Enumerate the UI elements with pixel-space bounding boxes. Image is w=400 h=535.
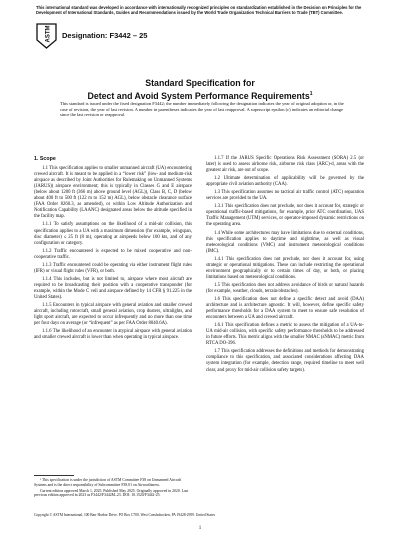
- document-title: [0, 78, 400, 102]
- section-heading-scope: 1. Scope: [34, 156, 56, 162]
- paragraph: 1.1.4 This includes, but is not limited to, airspace where most aircraft are required to be broadcasting their position with a cooperative transponder (for example, within the Mode C veil and airspace defined by 14 CFR § 91.225 in the United States).: [34, 276, 192, 300]
- logo-text: ASTM: [45, 25, 52, 43]
- title-line-2: [0, 89, 400, 102]
- left-column: [34, 156, 192, 343]
- paragraph: 1.3.1 This specification does not preclude, nor does it account for, strategic or operational traffic-based mitigations, for example, prior ATC coordination, UAS Traffic Management (UTM) services, or operator-imposed dynamic restrictions on the operating area.: [206, 204, 364, 228]
- footnote: Current edition approved March 1, 2025. Published May 2025. Originally approved in 2020. Last previous edition approved in 2023 as F3442/F3442M–23. DOI: 10.1520/F3442-25.: [34, 488, 189, 498]
- paragraph: 1.1.5 Encounters in typical airspace with general aviation and smaller crewed aircraft, including rotorcraft, small general aviation, crop dusters, ultralights, and light sport aircraft, are expected to occur infrequently and no more than one time per four days on average (or “infrequent” as per FAA Order 8040.6A).: [34, 303, 192, 327]
- astm-logo-icon: [36, 23, 57, 49]
- title-main: Detect and Avoid System Performance Requirements: [87, 90, 310, 101]
- page-number: 1: [198, 526, 202, 531]
- paragraph: 1.1.3 Traffic encountered could be operating via either instrument flight rules (IFR) or visual flight rules (VFR), or both.: [34, 262, 192, 274]
- paragraph: 1.4 While some architectures may have limitations due to external conditions, this specification applies to daytime and nighttime, as well as visual meteorological conditions (VMC) and instrument meteorological conditions (IMC).: [206, 230, 364, 254]
- paragraph: 1.1.1 To satisfy assumptions on the likelihood of a mid-air collision, this specification applies to a UA with a maximum dimension (for example, wingspan, disc diameter) ≤ 25 ft (8 m), operating at airspeeds below 100 kts, and of any configuration or category.: [34, 222, 192, 246]
- paragraph: 1.1.2 Traffic encountered is expected to be mixed cooperative and non-cooperative traffic.: [34, 248, 192, 260]
- right-column: [206, 156, 364, 376]
- footnotes: [34, 478, 194, 499]
- paragraph: 1.4.1 This specification does not preclude, nor does it account for, using strategic or operational mitigations. These can include restricting the operational environment geographically or to certain times of day, or both, or placing limitations based on meteorological conditions.: [206, 256, 364, 280]
- title-line-1: Standard Specification for: [145, 78, 255, 88]
- paragraph: 1.5 This specification does not address avoidance of birds or natural hazards (for example, weather, clouds, terrain/obstacles).: [206, 282, 364, 294]
- paragraph: 1.7 This specification addresses the definitions and methods for demonstrating compliance to this specification, and associated considerations affecting DAA system integration (for example, detection range, required timeline to meet well clear, and proxy for mid-air collision safety targets).: [206, 349, 364, 373]
- copyright-line: Copyright © ASTM International, 100 Barr Harbor Drive, PO Box C700, West Conshohocken, PA 19428-2959. United States: [34, 513, 216, 517]
- paragraph: 1.6.1 This specification defines a metric to assess the mitigation of a UA-to-UA mid-air collision, with specific safety performance thresholds to be addressed in future efforts. This metric aligns with the smaller NMAC (sNMAC) metric from RTCA DO-396.: [206, 323, 364, 347]
- paragraph: 1.1.7 If the JARUS Specific Operations Risk Assessment (SORA) 2.5 (or later) is used to assess airborne risk, airborne risk class (ARC)-d, areas with the greatest air risk, are out of scope.: [206, 156, 364, 174]
- wto-notice: This international standard was developed in accordance with internationally recognized principles on standardization established in the Decision on Principles for the Development of International Standards, Guides and Recommendations issued by the World Trade Organization Technical Barriers to Trade (TBT) Committee.: [36, 5, 362, 15]
- title-footnote-ref: 1: [309, 91, 313, 97]
- paragraph: 1.3 This specification assumes no tactical air traffic control (ATC) separation services are provided to the UA.: [206, 190, 364, 202]
- designation: Designation: F3442 – 25: [62, 31, 148, 40]
- footnote-divider: [34, 475, 74, 476]
- paragraph: 1.1 This specification applies to smaller unmanned aircraft (UA) encountering crewed aircraft. It is meant to be applied in a “lower risk” (low- and medium-risk airspace as described by Joint Authorities for Rulemaking on Unmanned Systems (JARUS)) airspace environment; this is typically in Classes G and E airspace (below about 1200 ft (366 m) above ground level (AGL)), Class B, C, D (below about 400 ft to 500 ft (122 m to 152 m) AGL), below obstacle clearance surface (FAA Order 8260.3, as amended), or within Low Altitude Authorization and Notification Capability (LAANC) designated areas below the altitude specified in the facility map.: [34, 166, 192, 220]
- paragraph: 1.2 Ultimate determination of applicability will be governed by the appropriate civil aviation authority (CAA).: [206, 176, 364, 188]
- paragraph: 1.6 This specification does not define a specific detect and avoid (DAA) architecture and is architecture agnostic. It will, however, define specific safety performance thresholds for a DAA system to meet to ensure safe resolution of encounters between a UA and crewed aircraft.: [206, 296, 364, 321]
- standard-note: This standard is issued under the fixed designation F3442; the number immediately following the designation indicates the year of original adoption or, in the case of revision, the year of last revision. A number in parentheses indicates the year of last reapproval. A superscript epsilon (ε) indicates an editorial change since the last revision or reapproval.: [60, 101, 344, 118]
- paragraph: 1.1.6 The likelihood of an encounter in atypical airspace with general aviation and smaller crewed aircraft is lower than when operating in typical airspace.: [34, 329, 192, 341]
- footnote: ¹ This specification is under the jurisdiction of ASTM Committee F38 on Unmanned Aircraft Systems and is the direct responsibility of Subcommittee F38.01 on Airworthiness.: [34, 478, 182, 487]
